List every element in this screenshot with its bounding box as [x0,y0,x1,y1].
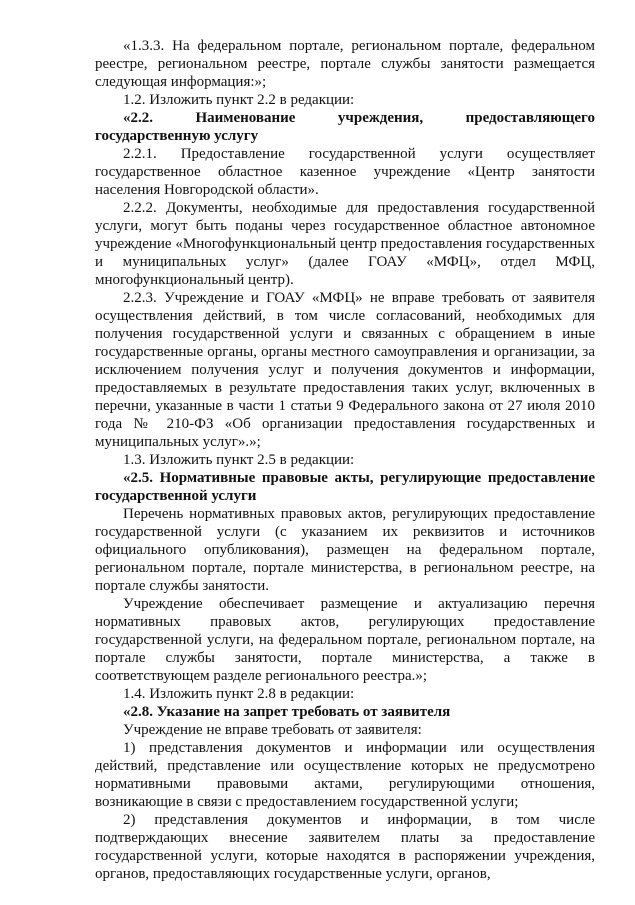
paragraph-1-2: 1.2. Изложить пункт 2.2 в редакции: [123,92,355,108]
paragraph-2-2-3: 2.2.3. Учреждение и ГОАУ «МФЦ» не вправе требовать от заявителя осуществления действий, в том числе согласований, необходимых для получения государственной услуги и связанных с обращением в иные государственные органы, органы местного самоуправления и организации, за исключением получения услуг и получения документов и информации, предоставляемых в результате предоставления таких услуг, включенных в перечни, указанные в части 1 статьи 9 Федерального закона от 27 июля 2010 года № 210-ФЗ «Об организации предоставления государственных и муниципальных услуг».»; [95,290,595,450]
paragraph-2-8-intro: Учреждение не вправе требовать от заявителя: [123,722,422,738]
paragraph-2-8-item-1: 1) представления документов и информации или осуществления действий, представление или осуществление которых не предусмотрено нормативными правовыми актами, регулирующими отношения, возникающие в связи с предоставлением государственной услуги; [95,740,595,810]
paragraph-2-2-1: 2.2.1. Предоставление государственной услуги осуществляет государственное областное казенное учреждение «Центр занятости населения Новгородской области». [95,146,595,198]
heading-2-5: «2.5. Нормативные правовые акты, регулирующие предоставление государственной услуги [95,470,595,504]
paragraph-1-3-3: «1.3.3. На федеральном портале, региональном портале, федеральном реестре, региональном реестре, портале службы занятости размещается следующая информация:»; [95,38,595,90]
paragraph-2-8-item-2: 2) представления документов и информации, в том числе подтверждающих внесение заявителем платы за предоставление государственной услуги, которые находятся в распоряжении учреждения, органов, предоставляющих государственные услуги, органов, [95,812,595,882]
paragraph-2-5-list: Перечень нормативных правовых актов, регулирующих предоставление государственной услуги (с указанием их реквизитов и источников официального опубликования), размещен на федеральном портале, региональном портале, портале министерства, в региональном реестре, на портале службы занятости. [95,506,595,594]
heading-2-2: «2.2. Наименование учреждения, предоставляющего государственную услугу [95,110,595,144]
paragraph-2-5-actualization: Учреждение обеспечивает размещение и актуализацию перечня нормативных правовых актов, регулирующих предоставление государственной услуги, на федеральном портале, региональном портале, на портале службы занятости, портале министерства, а также в соответствующем разделе регионального реестра.»; [95,596,595,684]
paragraph-1-3: 1.3. Изложить пункт 2.5 в редакции: [123,452,355,468]
paragraph-1-4: 1.4. Изложить пункт 2.8 в редакции: [123,686,355,702]
heading-2-8: «2.8. Указание на запрет требовать от заявителя [123,704,451,720]
paragraph-2-2-2: 2.2.2. Документы, необходимые для предоставления государственной услуги, могут быть поданы через государственное областное автономное учреждение «Многофункциональный центр предоставления государственных и муниципальных услуг» (далее ГОАУ «МФЦ», отдел МФЦ, многофункциональный центр). [95,200,595,288]
